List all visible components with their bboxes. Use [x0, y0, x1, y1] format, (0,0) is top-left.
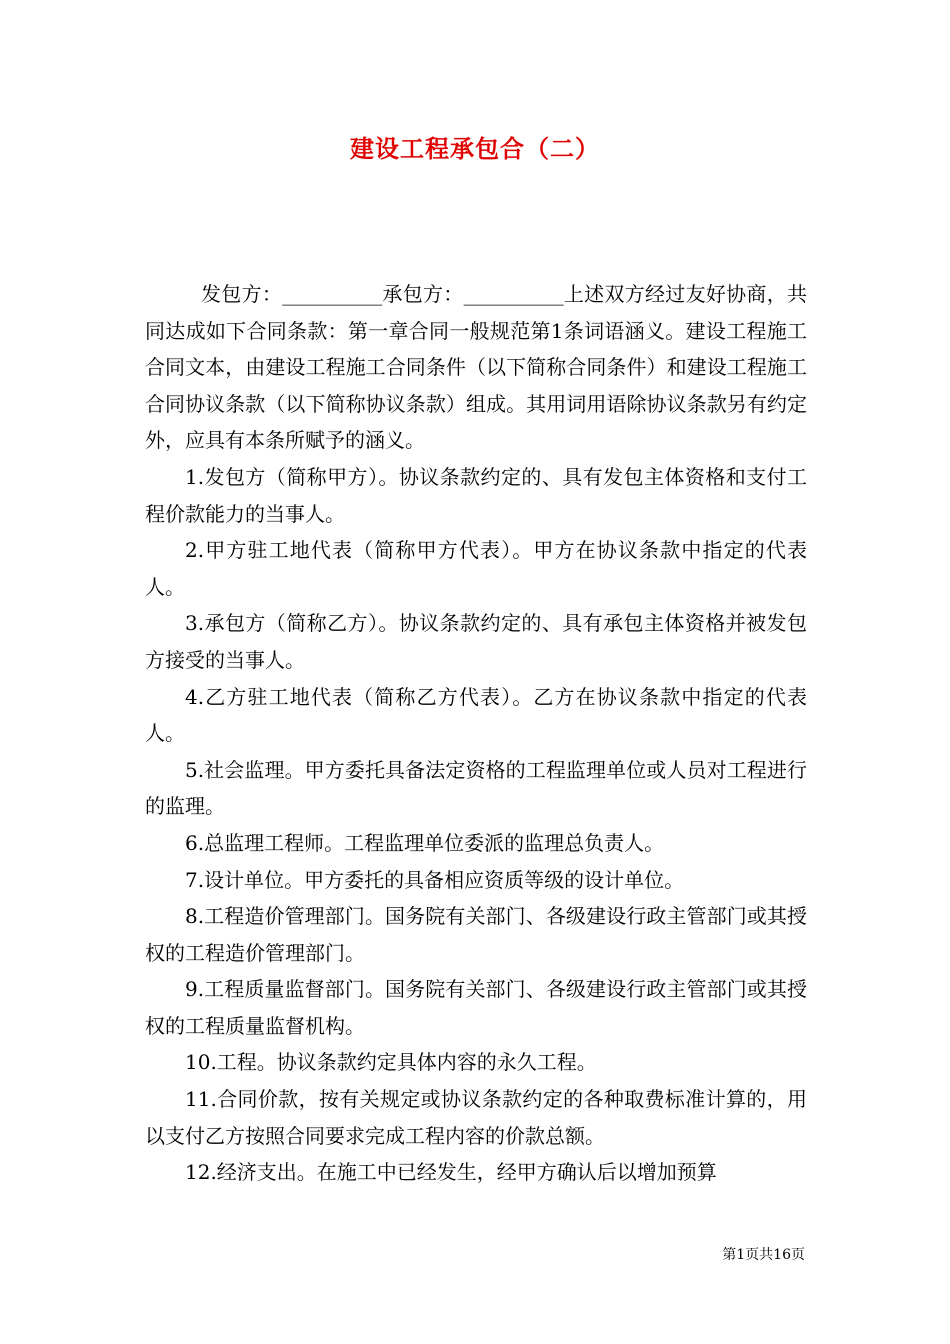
paragraph-12: 12.经济支出。在施工中已经发生，经甲方确认后以增加预算 [185, 1160, 717, 1185]
paragraph-11: 11.合同价款，按有关规定或协议条款约定的各种取费标准计算的，用以支付乙方按照合同要求完成工程内容的价款总额。 [145, 1087, 807, 1148]
paragraph-6: 6.总监理工程师。工程监理单位委派的监理总负责人。 [185, 830, 665, 855]
paragraph-4: 4.乙方驻工地代表（简称乙方代表）。乙方在协议条款中指定的代表人。 [145, 684, 807, 746]
document-title: 建设工程承包合（二） [350, 134, 600, 163]
paragraph-10: 10.工程。协议条款约定具体内容的永久工程。 [185, 1050, 597, 1075]
paragraph-1: 1.发包方（简称甲方）。协议条款约定的、具有发包主体资格和支付工程价款能力的当事人。 [145, 464, 807, 526]
paragraph-8: 8.工程造价管理部门。国务院有关部门、各级建设行政主管部门或其授权的工程造价管理部门。 [145, 904, 807, 965]
paragraph-2: 2.甲方驻工地代表（简称甲方代表）。甲方在协议条款中指定的代表人。 [145, 538, 807, 599]
paragraph-3: 3.承包方（简称乙方）。协议条款约定的、具有承包主体资格并被发包方接受的当事人。 [145, 611, 807, 672]
paragraph-7: 7.设计单位。甲方委托的具备相应资质等级的设计单位。 [185, 867, 685, 892]
paragraph-5: 5.社会监理。甲方委托具备法定资格的工程监理单位或人员对工程进行的监理。 [145, 757, 807, 819]
page-footer: 第1页共16页 [722, 1247, 805, 1263]
paragraph-intro: 发包方：__________承包方：__________上述双方经过友好协商，共同达成如下合同条款：第一章合同一般规范第1条词语涵义。建设工程施工合同文本，由建设工程施工合同条件（以下简称合同条件）和建设工程施工合同协议条款（以下简称协议条款）组成。其用词用语除协议条款另有约定外，应具有本条所赋予的涵义。 [145, 282, 807, 453]
document-body [145, 276, 807, 1191]
paragraph-9: 9.工程质量监督部门。国务院有关部门、各级建设行政主管部门或其授权的工程质量监督机构。 [145, 977, 807, 1038]
